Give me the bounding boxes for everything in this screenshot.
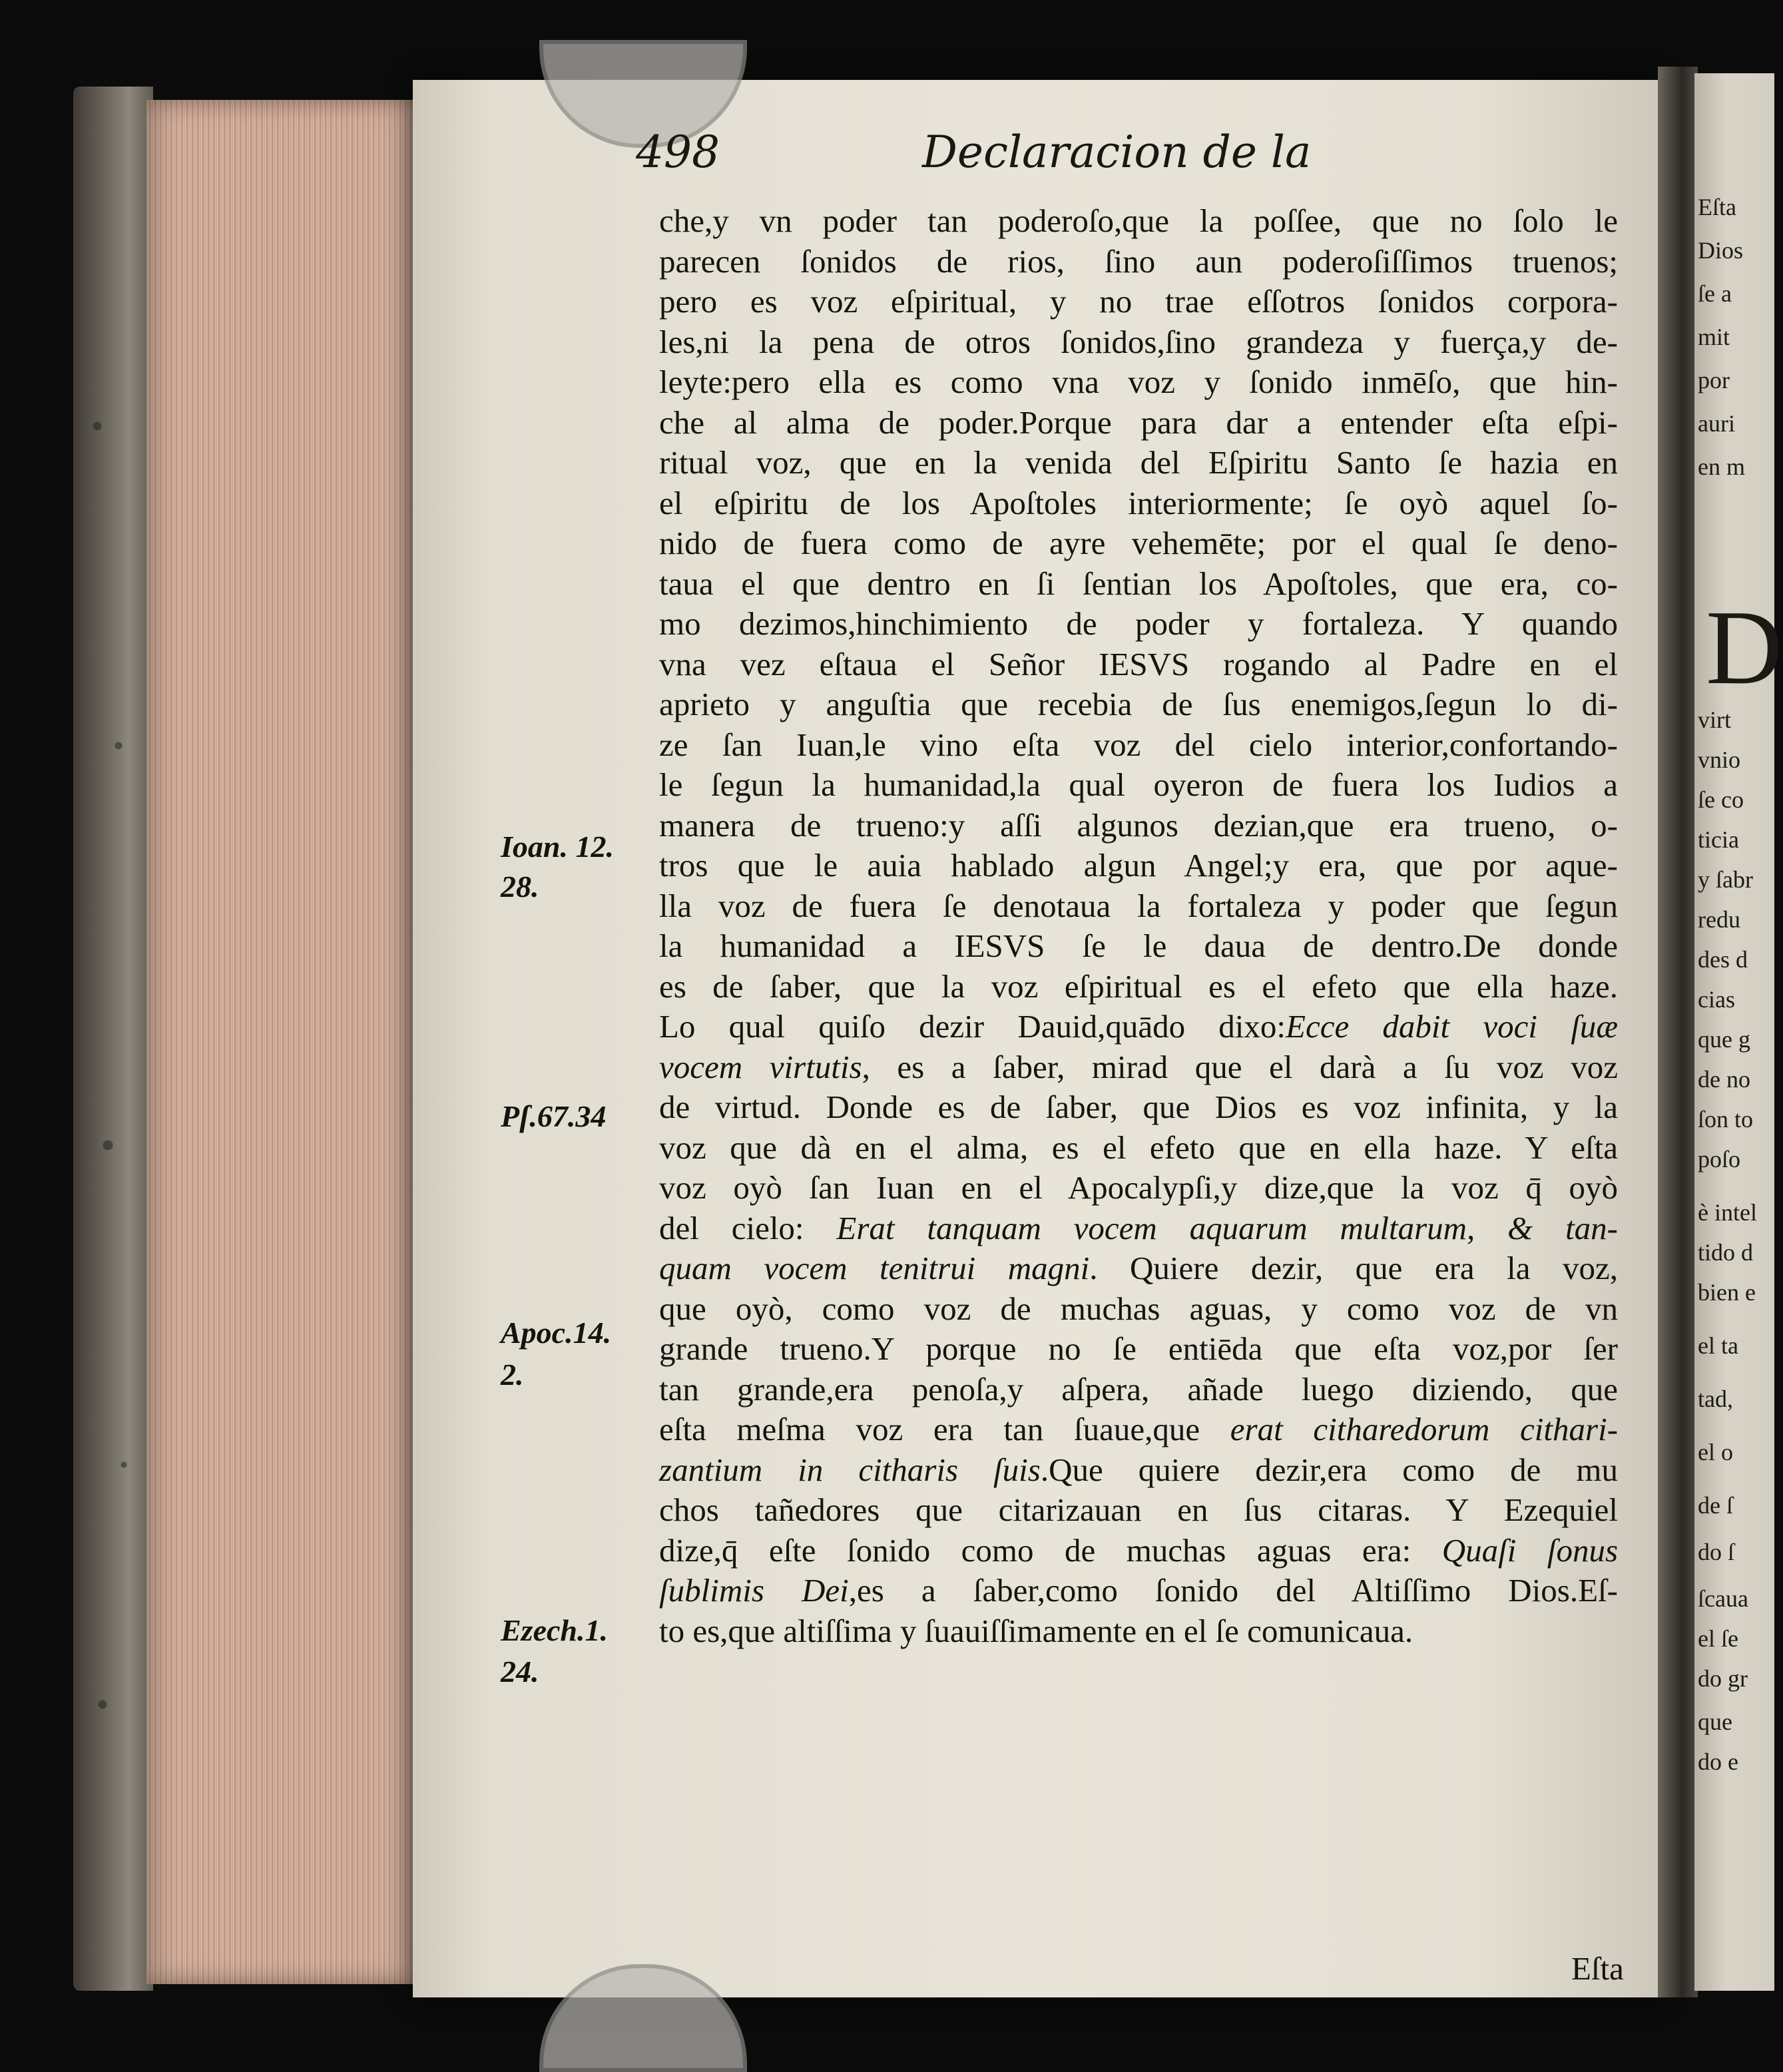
latin-quote: zantium in citharis ſuis bbox=[659, 1451, 1041, 1488]
margin-note-ezech: Ezech.1. bbox=[501, 1613, 608, 1647]
book-gutter bbox=[1658, 67, 1698, 1997]
text-line: taua el que dentro en ſi ſentian los Apoſtoles, que era, co- bbox=[659, 565, 1618, 602]
text-line: leyte:pero ella es como vna voz y ſonido inmēſo, que hin- bbox=[659, 364, 1618, 400]
margin-note-ioan-verse: 28. bbox=[501, 870, 539, 904]
text-line: que oyò, como voz de muchas aguas, y como voz de vn bbox=[659, 1290, 1618, 1327]
roman-run: . Quiere dezir, que era la voz, bbox=[1089, 1250, 1618, 1286]
text-line: to es,que altiſſima y ſuauiſſimamente en el ſe comunicaua. bbox=[659, 1612, 1413, 1649]
text-line: nido de fuera como de ayre vehemēte; por el qual ſe deno- bbox=[659, 525, 1618, 561]
text-line: grande trueno.Y porque no ſe entiēda que eſta voz,por ſer bbox=[659, 1330, 1618, 1367]
text-line: che,y vn poder tan poderoſo,que la poſſee, que no ſolo le bbox=[659, 202, 1618, 239]
roman-run: , es a ſaber, mirad que el darà a ſu voz voz bbox=[862, 1048, 1618, 1085]
roman-run: ,es a ſaber,como ſonido del Altiſſimo Dios.Eſ- bbox=[848, 1572, 1618, 1609]
text-line-mixed bbox=[659, 1571, 1618, 1611]
text-line-mixed bbox=[659, 1208, 1618, 1249]
right-page-fragment: el ta bbox=[1698, 1332, 1738, 1359]
text-line: lla voz de fuera ſe denotaua la fortaleza y poder que ſegun bbox=[659, 887, 1618, 924]
text-line: le ſegun la humanidad,la qual oyeron de fuera los Iudios a bbox=[659, 766, 1618, 803]
text-line-mixed bbox=[659, 1410, 1618, 1450]
right-page-fragment: Eſta bbox=[1698, 194, 1736, 220]
right-page-fragment: tido d bbox=[1698, 1239, 1754, 1266]
text-line-mixed bbox=[659, 1531, 1618, 1571]
text-line-mixed bbox=[659, 1248, 1618, 1289]
roman-run: Lo qual quiſo dezir Dauid,quādo dixo: bbox=[659, 1008, 1286, 1045]
right-page-fragment: y ſabr bbox=[1698, 866, 1753, 893]
right-page-fragment: poſo bbox=[1698, 1146, 1741, 1172]
cover-speckle bbox=[87, 266, 140, 1864]
text-line: aprieto y anguſtia que recebia de ſus enemigos,ſegun lo di- bbox=[659, 686, 1618, 722]
right-page-fragment: el ſe bbox=[1698, 1625, 1738, 1652]
text-line: la humanidad a IESVS ſe le daua de dentro.De donde bbox=[659, 927, 1618, 964]
margin-note-ezech-verse: 24. bbox=[501, 1655, 539, 1688]
right-page-fragment: mit bbox=[1698, 324, 1730, 350]
right-page-fragment: ſe a bbox=[1698, 280, 1732, 307]
right-page-fragment: do gr bbox=[1698, 1665, 1748, 1692]
text-line: manera de trueno:y aſſi algunos dezian,que era trueno, o- bbox=[659, 806, 1618, 844]
text-line: de virtud. Donde es de ſaber, que Dios es voz infinita, y la bbox=[659, 1089, 1618, 1125]
running-head: Declaracion de la bbox=[922, 127, 1312, 178]
right-page-fragment: de no bbox=[1698, 1066, 1750, 1093]
margin-note-ioan: Ioan. 12. bbox=[501, 830, 614, 864]
body-text bbox=[659, 201, 1618, 1651]
right-page-fragment: des d bbox=[1698, 946, 1748, 973]
margin-note-apoc: Apoc.14. bbox=[501, 1316, 612, 1350]
latin-quote: Ecce dabit voci ſuæ bbox=[1286, 1008, 1618, 1045]
roman-run: eſta meſma voz era tan ſuaue,que bbox=[659, 1411, 1200, 1447]
text-line: voz que dà en el alma, es el efeto que en ella haze. Y eſta bbox=[659, 1129, 1618, 1166]
right-page-fragment: cias bbox=[1698, 986, 1735, 1013]
text-line-mixed bbox=[659, 1450, 1618, 1491]
text-line: pero es voz eſpiritual, y no trae eſſotros ſonidos corpora- bbox=[659, 283, 1618, 320]
roman-run: del cielo: bbox=[659, 1209, 804, 1246]
text-line-mixed bbox=[659, 1007, 1618, 1047]
text-line: chos tañedores que citarizauan en ſus citaras. Y Ezequiel bbox=[659, 1491, 1618, 1528]
catchword: Eſta bbox=[1571, 1950, 1624, 1987]
right-page-fragment: è intel bbox=[1698, 1199, 1757, 1226]
page-number: 498 bbox=[636, 127, 720, 178]
text-line: tros que le auia hablado algun Angel;y era, que por aque- bbox=[659, 847, 1618, 884]
text-line: les,ni la pena de otros ſonidos,ſino grandeza y fuerça,y de- bbox=[659, 323, 1618, 360]
right-page-fragment: virt bbox=[1698, 706, 1731, 733]
text-line: es de ſaber, que la voz eſpiritual es el efeto que ella haze. bbox=[659, 967, 1618, 1005]
right-page-fragment: en m bbox=[1698, 453, 1745, 480]
latin-quote: Erat tanquam vocem aquarum multarum, & tan- bbox=[836, 1209, 1618, 1246]
roman-run: .Que quiere dezir,era como de mu bbox=[1040, 1451, 1618, 1488]
margin-note-ps: Pſ.67.34 bbox=[501, 1099, 607, 1133]
page-block-edges bbox=[146, 100, 426, 1984]
right-page-fragment: ſe co bbox=[1698, 786, 1744, 813]
right-page-fragment: ticia bbox=[1698, 826, 1739, 853]
right-page-fragment: do e bbox=[1698, 1748, 1738, 1775]
latin-quote: ſublimis Dei bbox=[659, 1572, 849, 1609]
right-page-fragment: ſon to bbox=[1698, 1106, 1754, 1133]
latin-quote: vocem virtutis bbox=[659, 1048, 862, 1085]
right-page-fragment: do ſ bbox=[1698, 1539, 1735, 1565]
text-line: ritual voz, que en la venida del Eſpiritu Santo ſe hazia en bbox=[659, 444, 1618, 481]
right-page-fragment: el o bbox=[1698, 1439, 1733, 1465]
latin-quote: erat citharedorum cithari- bbox=[1230, 1411, 1619, 1447]
roman-run: dize,q̄ eſte ſonido como de muchas aguas era: bbox=[659, 1531, 1411, 1569]
text-line: tan grande,era penoſa,y aſpera, añade luego diziendo, que bbox=[659, 1370, 1618, 1408]
right-page-fragment: que bbox=[1698, 1708, 1732, 1735]
text-line: vna vez eſtaua el Señor IESVS rogando al Padre en el bbox=[659, 645, 1618, 682]
right-page-fragment: Dios bbox=[1698, 237, 1744, 264]
text-line: che al alma de poder.Porque para dar a entender eſta eſpi- bbox=[659, 403, 1618, 441]
right-page-fragment: vnio bbox=[1698, 746, 1741, 773]
right-page-fragment: auri bbox=[1698, 410, 1735, 437]
right-page-fragment: por bbox=[1698, 367, 1730, 393]
right-page-fragment: tad, bbox=[1698, 1386, 1733, 1412]
right-page-fragment: que g bbox=[1698, 1026, 1750, 1053]
latin-quote: quam vocem tenitrui magni bbox=[659, 1250, 1090, 1286]
right-page-fragment: bien e bbox=[1698, 1279, 1756, 1306]
text-line: ze ſan Iuan,le vino eſta voz del cielo interior,confortando- bbox=[659, 726, 1618, 763]
text-line: mo dezimos,hinchimiento de poder y fortaleza. Y quando bbox=[659, 605, 1618, 642]
right-page-drop-cap: D bbox=[1706, 588, 1783, 706]
right-page-fragment: redu bbox=[1698, 906, 1740, 933]
right-page-fragment: ſcaua bbox=[1698, 1585, 1748, 1612]
latin-quote: Quaſi ſonus bbox=[1441, 1531, 1619, 1569]
text-line-mixed bbox=[659, 1047, 1618, 1088]
right-page-fragment: de ſ bbox=[1698, 1492, 1733, 1519]
text-line: parecen ſonidos de rios, ſino aun poderoſiſſimos truenos; bbox=[659, 242, 1618, 280]
text-line: el eſpiritu de los Apoſtoles interiormente; ſe oyò aquel ſo- bbox=[659, 484, 1618, 521]
text-line: voz oyò ſan Iuan en el Apocalypſi,y dize,que la voz q̄ oyò bbox=[659, 1169, 1618, 1206]
margin-note-apoc-verse: 2. bbox=[501, 1358, 524, 1392]
